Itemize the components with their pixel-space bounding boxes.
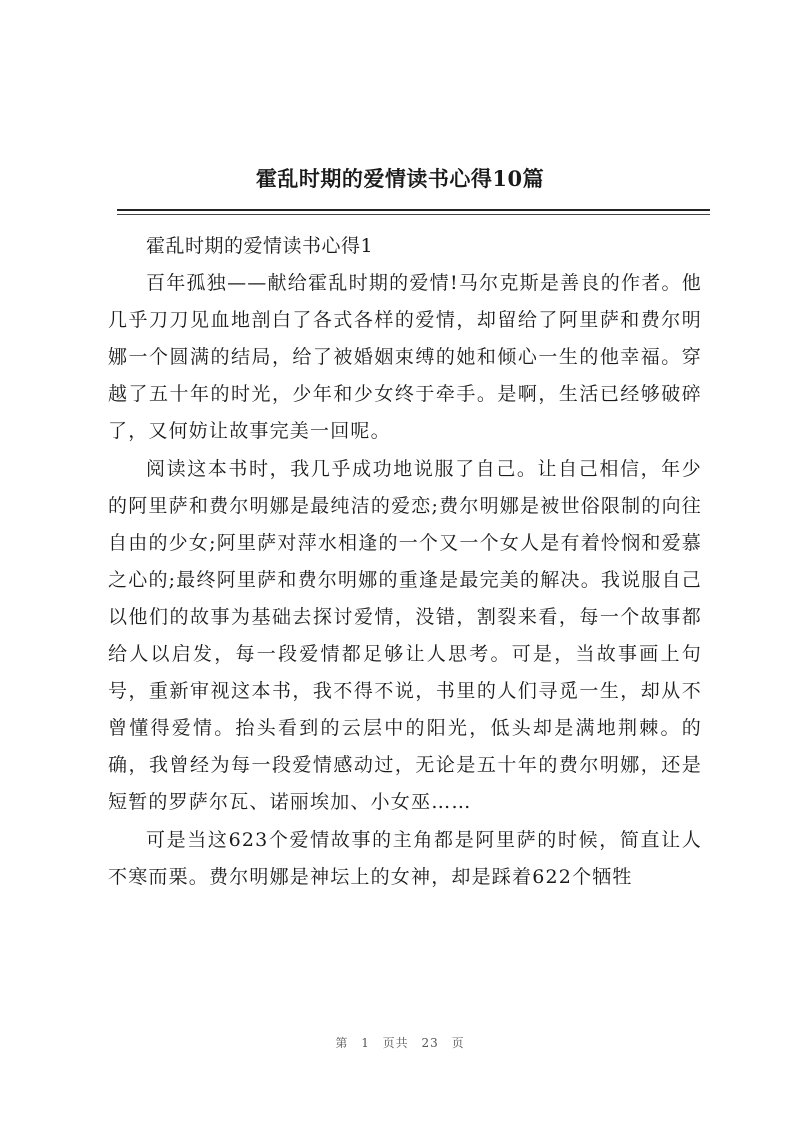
page-footer [0, 1034, 800, 1051]
paragraph: 百年孤独——献给霍乱时期的爱情!马尔克斯是善良的作者。他几乎刀刀见血地剖白了各式各样的爱情，却留给了阿里萨和费尔明娜一个圆满的结局，给了被婚姻束缚的她和倾心一生的他幸福。穿越了五十年的时光，少年和少女终于牵手。是啊，生活已经够破碎了，又何妨让故事完美一回呢。 [108, 272, 702, 443]
document-title: 霍乱时期的爱情读书心得10篇 [255, 166, 545, 191]
footer-suffix: 页 [451, 1036, 465, 1050]
footer-middle: 页共 [382, 1036, 409, 1050]
section-heading: 霍乱时期的爱情读书心得1 [146, 235, 374, 257]
paragraph: 可是当这623个爱情故事的主角都是阿里萨的时候，简直让人不寒而栗。费尔明娜是神坛上的女神，却是踩着622个牺牲 [108, 828, 702, 888]
footer-prefix: 第 [335, 1036, 349, 1050]
footer-total-pages: 23 [421, 1036, 439, 1050]
paragraph: 阅读这本书时，我几乎成功地说服了自己。让自己相信，年少的阿里萨和费尔明娜是最纯洁的爱恋;费尔明娜是被世俗限制的向往自由的少女;阿里萨对萍水相逢的一个又一个女人是有着怜悯和爱慕之心的;最终阿里萨和费尔明娜的重逢是最完美的解决。我说服自己以他们的故事为基础去探讨爱情，没错，割裂来看，每一个故事都给人以启发，每一段爱情都足够让人思考。可是，当故事画上句号，重新审视这本书，我不得不说，书里的人们寻觅一生，却从不曾懂得爱情。抬头看到的云层中的阳光，低头却是满地荆棘。的确，我曾经为每一段爱情感动过，无论是五十年的费尔明娜，还是短暂的罗萨尔瓦、诺丽埃加、小女巫…… [108, 457, 702, 814]
title-rule-thick [117, 209, 710, 211]
footer-page-number: 1 [361, 1036, 370, 1050]
title-rule-thin [117, 214, 710, 215]
document-body [108, 228, 702, 896]
